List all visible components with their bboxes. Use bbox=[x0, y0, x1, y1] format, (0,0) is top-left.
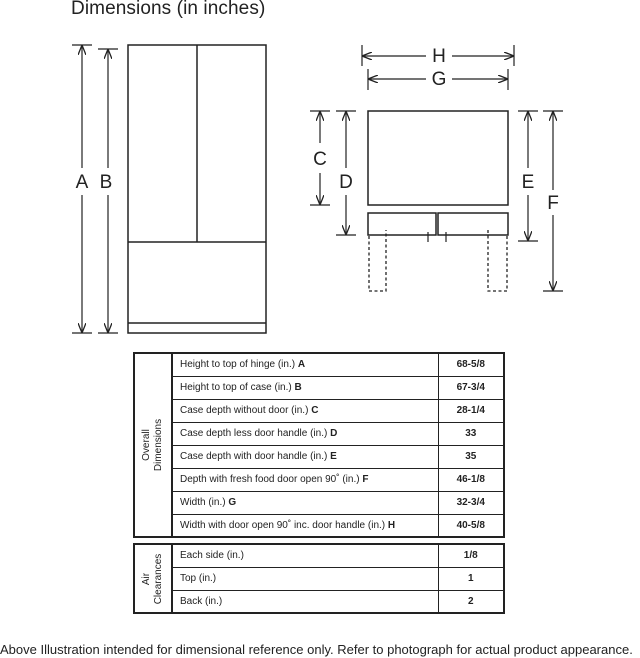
row-label: Top (in.) bbox=[172, 567, 438, 590]
row-label: Back (in.) bbox=[172, 590, 438, 613]
dimension-label-f: F bbox=[547, 193, 559, 214]
row-value: 32-3/4 bbox=[438, 491, 504, 514]
footnote: Above Illustration intended for dimensional reference only. Refer to photograph for actual product appearance. bbox=[0, 642, 633, 657]
row-value: 1 bbox=[438, 567, 504, 590]
row-label: Width (in.) G bbox=[172, 491, 438, 514]
dimensions-table bbox=[133, 352, 505, 614]
table-row bbox=[134, 376, 504, 399]
dimension-label-g: G bbox=[431, 69, 447, 90]
table-row bbox=[134, 445, 504, 468]
row-label: Each side (in.) bbox=[172, 544, 438, 567]
table-row bbox=[134, 422, 504, 445]
dimension-label-h: H bbox=[432, 46, 446, 67]
row-value: 33 bbox=[438, 422, 504, 445]
top-view bbox=[368, 111, 508, 242]
row-value: 67-3/4 bbox=[438, 376, 504, 399]
row-label: Case depth less door handle (in.) D bbox=[172, 422, 438, 445]
group-label: Dimensions bbox=[153, 418, 164, 472]
dimension-label-a: A bbox=[75, 172, 89, 193]
open-doors bbox=[369, 230, 507, 291]
row-value: 35 bbox=[438, 445, 504, 468]
row-label: Height to top of hinge (in.) A bbox=[172, 353, 438, 376]
table-row bbox=[134, 590, 504, 613]
row-label: Case depth with door handle (in.) E bbox=[172, 445, 438, 468]
page-title: Dimensions (in inches) bbox=[71, 0, 266, 19]
right-door-top bbox=[438, 213, 508, 235]
group-label: Air bbox=[141, 572, 152, 585]
case-top bbox=[368, 111, 508, 205]
row-value: 46-1/8 bbox=[438, 468, 504, 491]
dimension-label-b: B bbox=[99, 172, 113, 193]
front-view bbox=[128, 45, 266, 333]
table-row bbox=[134, 468, 504, 491]
group-label: Overall bbox=[141, 429, 152, 461]
row-value: 2 bbox=[438, 590, 504, 613]
row-value: 1/8 bbox=[438, 544, 504, 567]
dimension-label-d: D bbox=[339, 172, 353, 193]
table-row bbox=[134, 567, 504, 590]
row-value: 40-5/8 bbox=[438, 514, 504, 537]
row-label: Width with door open 90˚ inc. door handle (in.) H bbox=[172, 514, 438, 537]
row-value: 68-5/8 bbox=[438, 353, 504, 376]
left-door-top bbox=[368, 213, 436, 235]
table-row bbox=[134, 399, 504, 422]
table-row bbox=[134, 514, 504, 537]
dimension-label-e: E bbox=[521, 172, 535, 193]
air-clearances-group bbox=[134, 544, 172, 613]
dimension-label-c: C bbox=[313, 149, 327, 170]
table-row bbox=[134, 353, 504, 376]
table-row bbox=[134, 491, 504, 514]
row-value: 28-1/4 bbox=[438, 399, 504, 422]
row-label: Height to top of case (in.) B bbox=[172, 376, 438, 399]
table-row bbox=[134, 544, 504, 567]
group-label: Clearances bbox=[153, 553, 164, 604]
row-label: Depth with fresh food door open 90˚ (in.) F bbox=[172, 468, 438, 491]
overall-dimensions-group bbox=[134, 353, 172, 537]
row-label: Case depth without door (in.) C bbox=[172, 399, 438, 422]
